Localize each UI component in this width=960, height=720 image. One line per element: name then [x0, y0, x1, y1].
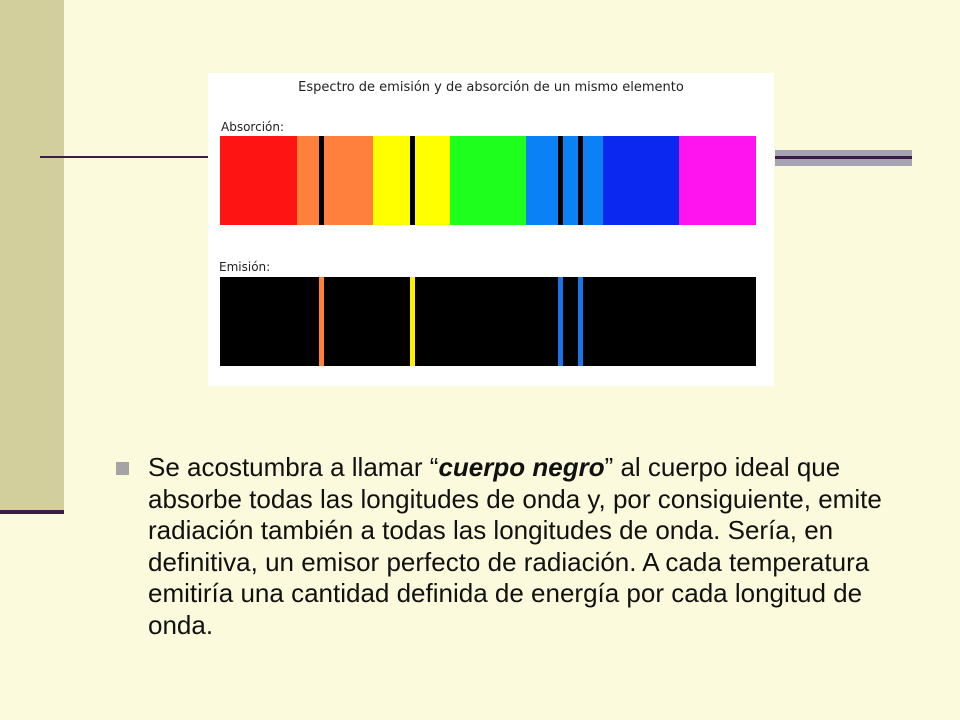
absorption-orange-line [319, 136, 324, 225]
paragraph-text-start: Se acostumbra a llamar “ [148, 452, 439, 482]
title-rule-left [40, 156, 210, 158]
figure-title: Espectro de emisión y de absorción de un mismo elemento [298, 80, 684, 95]
absorption-label: Absorción: [221, 120, 285, 134]
emission-blue-line-2 [578, 277, 583, 366]
absorption-band-light-blue [526, 136, 603, 225]
emphasized-term: cuerpo negro [438, 452, 605, 482]
emission-spectrum [220, 277, 756, 366]
absorption-blue-line-2 [578, 136, 583, 225]
paragraph-text-rest: ” al cuerpo ideal que absorbe todas las longitudes de onda y, por consiguiente, emite radiación también a todas las longitudes de onda. Sería, en definitiva, un emisor perfecto de radiación. A cada temperatura emitiría una cantidad definida de energía por cada longitud de onda. [148, 452, 882, 640]
side-decoration-underline [0, 510, 64, 514]
absorption-band-red [220, 136, 297, 225]
absorption-band-green [450, 136, 527, 225]
body-paragraph [148, 452, 898, 641]
absorption-band-blue [603, 136, 680, 225]
spectrum-figure [208, 73, 774, 386]
emission-blue-line-1 [558, 277, 563, 366]
absorption-band-orange [297, 136, 374, 225]
absorption-yellow-line [410, 136, 415, 225]
emission-label: Emisión: [219, 260, 271, 274]
bullet-icon [116, 462, 129, 475]
emission-orange-line [319, 277, 324, 366]
absorption-blue-line-1 [558, 136, 563, 225]
title-rule-right [775, 156, 912, 159]
side-decoration-bar [0, 0, 64, 512]
absorption-band-magenta [679, 136, 756, 225]
absorption-spectrum [220, 136, 756, 225]
emission-yellow-line [410, 277, 415, 366]
